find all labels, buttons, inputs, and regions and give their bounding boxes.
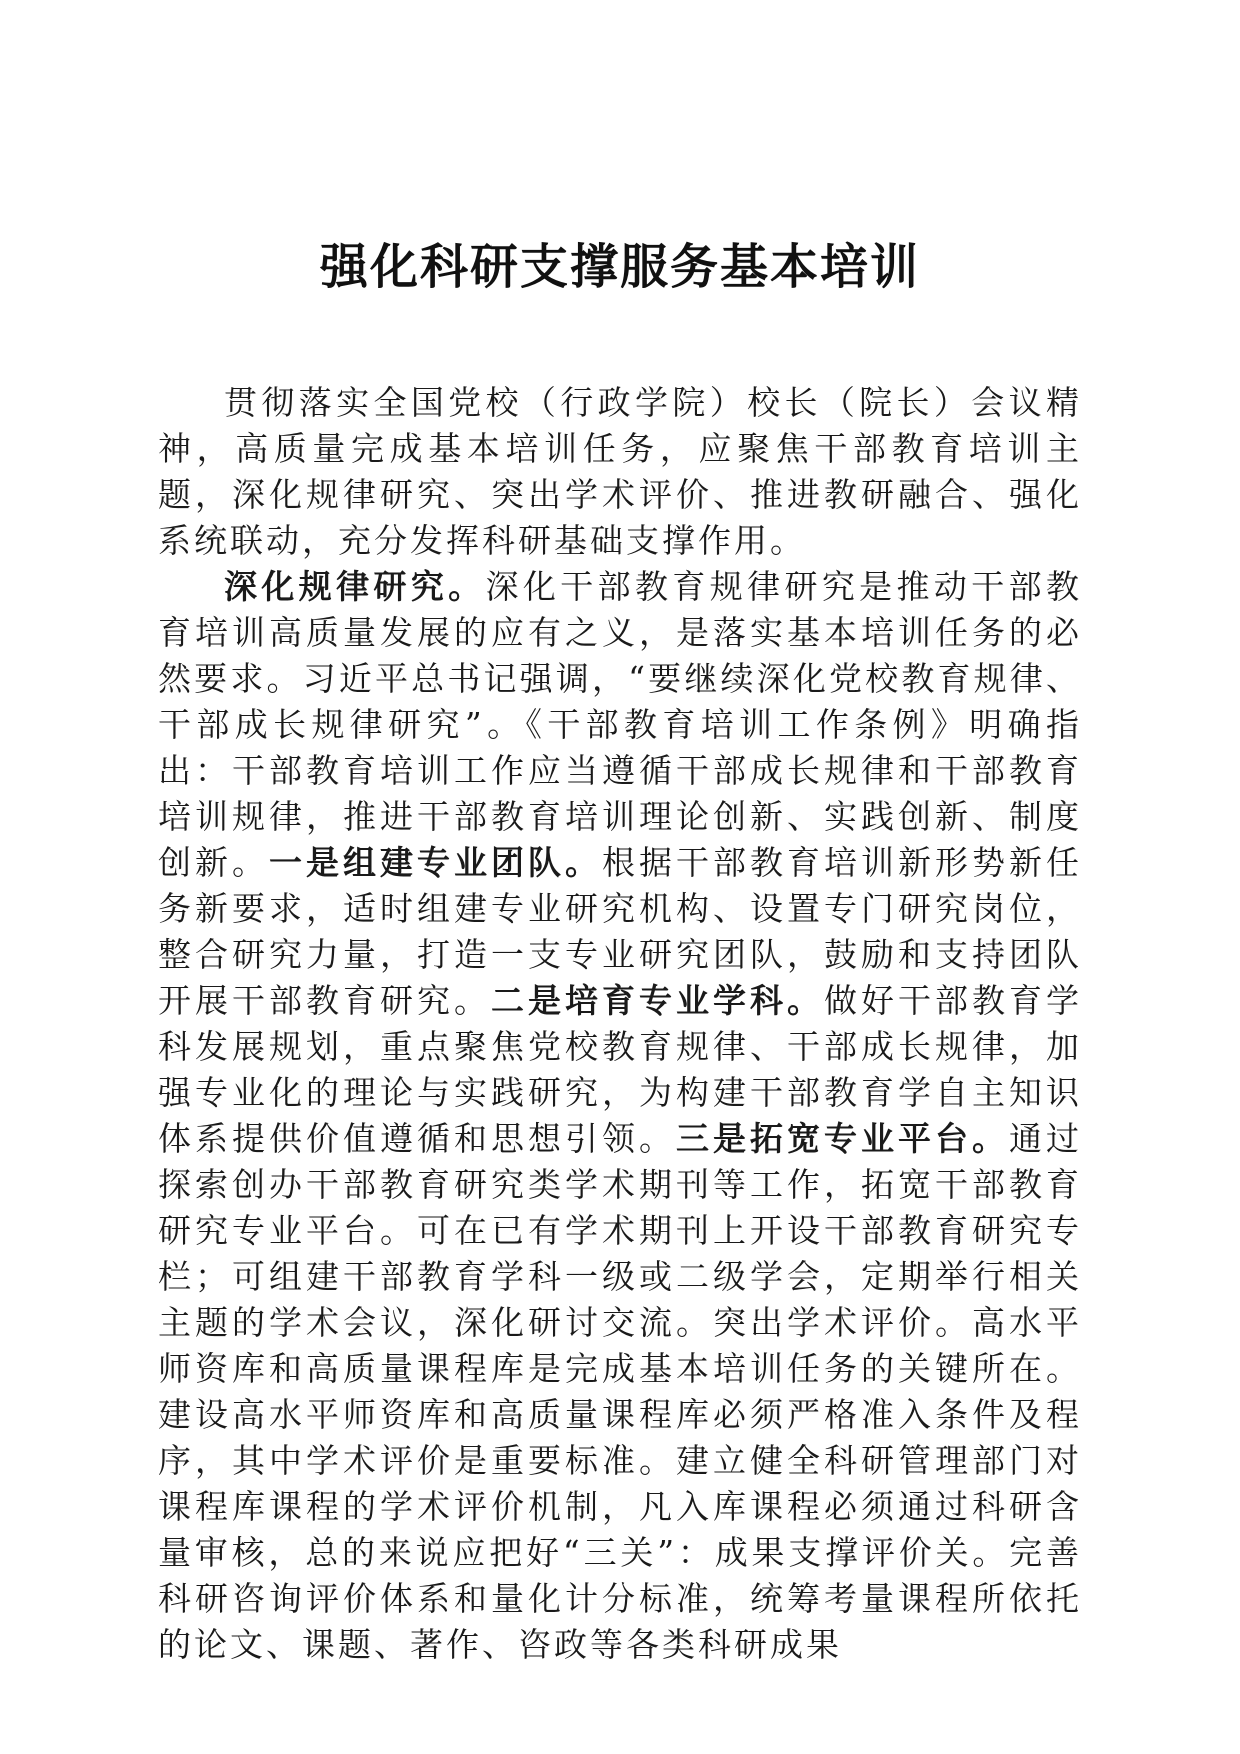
paragraph-section-1 bbox=[158, 564, 1082, 1668]
text-run: 贯彻落实全国党校（行政学院）校长（院长）会议精神，高质量完成基本培训任务，应聚焦干部教育培训主题，深化规律研究、突出学术评价、推进教研融合、强化系统联动，充分发挥科研基础支撑作用。 bbox=[158, 383, 1082, 560]
text-run: 根据干部教育培训新形势新任务新要求，适时组建专业研究机构、设置专门研究岗位，整合研究力量，打造一支专业研究团队，鼓励和支持团队开展干部教育研究。 bbox=[158, 843, 1082, 1020]
text-run: 通过探索创办干部教育研究类学术期刊等工作，拓宽干部教育研究专业平台。可在已有学术期刊上开设干部教育研究专栏；可组建干部教育学科一级或二级学会，定期举行相关主题的学术会议，深化研讨交流。突出学术评价。高水平师资库和高质量课程库是完成基本培训任务的关键所在。建设高水平师资库和高质量课程库必须严格准入条件及程序，其中学术评价是重要标准。建立健全科研管理部门对课程库课程的学术评价机制，凡入库课程必须通过科研含量审核，总的来说应把好“三关”：成果支撑评价关。完善科研咨询评价体系和量化计分标准，统筹考量课程所依托的论文、课题、著作、咨政等各类科研成果 bbox=[158, 1119, 1082, 1664]
point-heading: 一是组建专业团队。 bbox=[269, 843, 602, 882]
document-title: 强化科研支撑服务基本培训 bbox=[319, 239, 920, 295]
point-heading: 二是培育专业学科。 bbox=[491, 981, 824, 1020]
point-heading: 三是拓宽专业平台。 bbox=[676, 1119, 1009, 1158]
paragraph-intro bbox=[158, 380, 1082, 564]
document-body bbox=[158, 380, 1082, 1668]
text-run: 做好干部教育学科发展规划，重点聚焦党校教育规律、干部成长规律，加强专业化的理论与实践研究，为构建干部教育学自主知识体系提供价值遵循和思想引领。 bbox=[158, 981, 1082, 1158]
section-heading: 深化规律研究。 bbox=[224, 567, 486, 606]
text-run: 深化干部教育规律研究是推动干部教育培训高质量发展的应有之义，是落实基本培训任务的必然要求。习近平总书记强调，“要继续深化党校教育规律、干部成长规律研究”。《干部教育培训工作条例》明确指出：干部教育培训工作应当遵循干部成长规律和干部教育培训规律，推进干部教育培训理论创新、实践创新、制度创新。 bbox=[158, 567, 1083, 882]
